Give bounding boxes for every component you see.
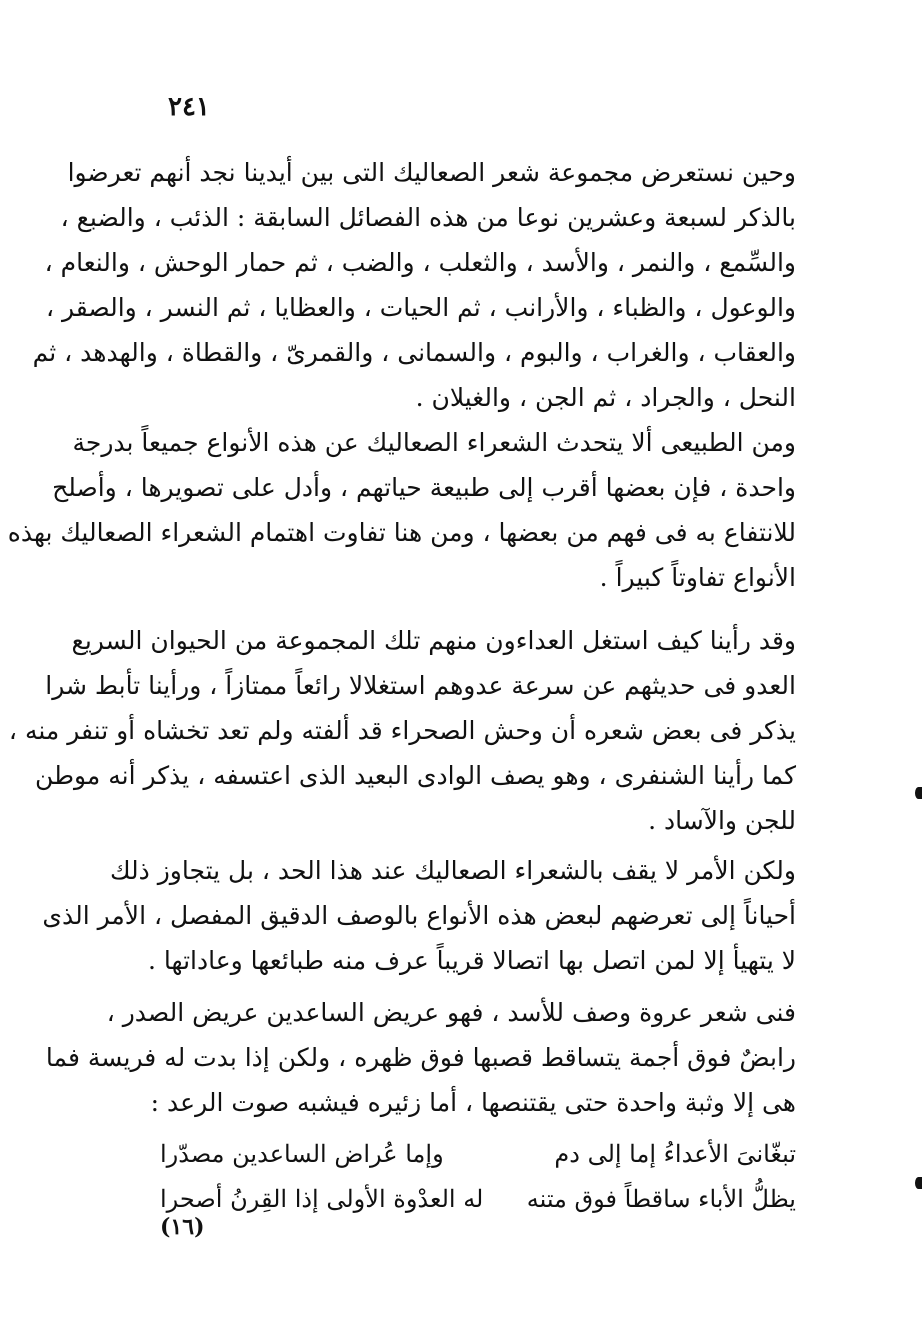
poem-verses bbox=[160, 1132, 796, 1222]
text-line: وقد رأينا كيف استغل العداءون منهم تلك المجموعة من الحيوان السريع bbox=[71, 626, 796, 655]
text-line: أحياناً إلى تعرضهم لبعض هذه الأنواع بالوصف الدقيق المفصل ، الأمر الذى bbox=[42, 901, 796, 930]
verse-line bbox=[160, 1132, 796, 1177]
text-line: الأنواع تفاوتاً كبيراً . bbox=[599, 563, 796, 592]
verse-first-hemistich: تبغّانىَ الأعداءُ إما إلى دم bbox=[554, 1140, 796, 1168]
text-line: رابضٌ فوق أجمة يتساقط قصبها فوق ظهره ، ولكن إذا بدت له فريسة فما bbox=[45, 1043, 796, 1072]
margin-mark bbox=[915, 1177, 922, 1189]
margin-mark bbox=[915, 787, 922, 799]
text-line: فنى شعر عروة وصف للأسد ، فهو عريض الساعدين عريض الصدر ، bbox=[106, 998, 796, 1027]
paragraph-1 bbox=[32, 150, 796, 420]
text-line: هى إلا وثبة واحدة حتى يقتنصها ، أما زئيره فيشبه صوت الرعد : bbox=[150, 1088, 796, 1117]
text-line: واحدة ، فإن بعضها أقرب إلى طبيعة حياتهم ، وأدل على تصويرها ، وأصلح bbox=[52, 473, 796, 502]
text-line: للانتفاع به فى فهم من بعضها ، ومن هنا تفاوت اهتمام الشعراء الصعاليك بهذه bbox=[7, 518, 796, 547]
verse-second-hemistich: له العدْوة الأولى إذا القِرنُ أصحرا bbox=[160, 1185, 484, 1213]
page-number: ٢٤١ bbox=[168, 92, 210, 122]
paragraph-2 bbox=[7, 420, 796, 600]
text-line: بالذكر لسبعة وعشرين نوعا من هذه الفصائل السابقة : الذئب ، والضبع ، bbox=[60, 203, 796, 232]
paragraph-4 bbox=[42, 848, 796, 983]
verse-second-hemistich: وإما عُراض الساعدين مصدّرا bbox=[160, 1140, 444, 1168]
text-line: والعقاب ، والغراب ، والبوم ، والسمانى ، والقمرىّ ، والقطاة ، والهدهد ، ثم bbox=[32, 338, 796, 367]
text-line: للجن والآساد . bbox=[648, 806, 796, 835]
text-line: ومن الطبيعى ألا يتحدث الشعراء الصعاليك عن هذه الأنواع جميعاً بدرجة bbox=[72, 428, 796, 457]
text-line: النحل ، والجراد ، ثم الجن ، والغيلان . bbox=[415, 383, 796, 412]
text-line: العدو فى حديثهم عن سرعة عدوهم استغلالا رائعاً ممتازاً ، ورأينا تأبط شرا bbox=[45, 671, 796, 700]
text-line: ولكن الأمر لا يقف بالشعراء الصعاليك عند هذا الحد ، بل يتجاوز ذلك bbox=[109, 856, 796, 885]
text-line: لا يتهيأ إلا لمن اتصل بها اتصالا قريباً عرف منه طبائعها وعاداتها . bbox=[148, 946, 796, 975]
text-line: يذكر فى بعض شعره أن وحش الصحراء قد ألفته ولم تعد تخشاه أو تنفر منه ، bbox=[8, 716, 796, 745]
verse-line bbox=[160, 1177, 796, 1222]
verse-first-hemistich: يظلُّ الأباء ساقطاً فوق متنه bbox=[526, 1185, 796, 1213]
text-line: والسِّمع ، والنمر ، والأسد ، والثعلب ، والضب ، ثم حمار الوحش ، والنعام ، bbox=[44, 248, 796, 277]
signature-number: (١٦) bbox=[160, 1214, 205, 1240]
text-line: والوعول ، والظباء ، والأرانب ، ثم الحيات ، والعظايا ، ثم النسر ، والصقر ، bbox=[45, 293, 796, 322]
paragraph-3 bbox=[8, 618, 796, 843]
text-line: وحين نستعرض مجموعة شعر الصعاليك التى بين أيدينا نجد أنهم تعرضوا bbox=[67, 158, 796, 187]
paragraph-5 bbox=[45, 990, 796, 1125]
text-line: كما رأينا الشنفرى ، وهو يصف الوادى البعيد الذى اعتسفه ، يذكر أنه موطن bbox=[35, 761, 796, 790]
